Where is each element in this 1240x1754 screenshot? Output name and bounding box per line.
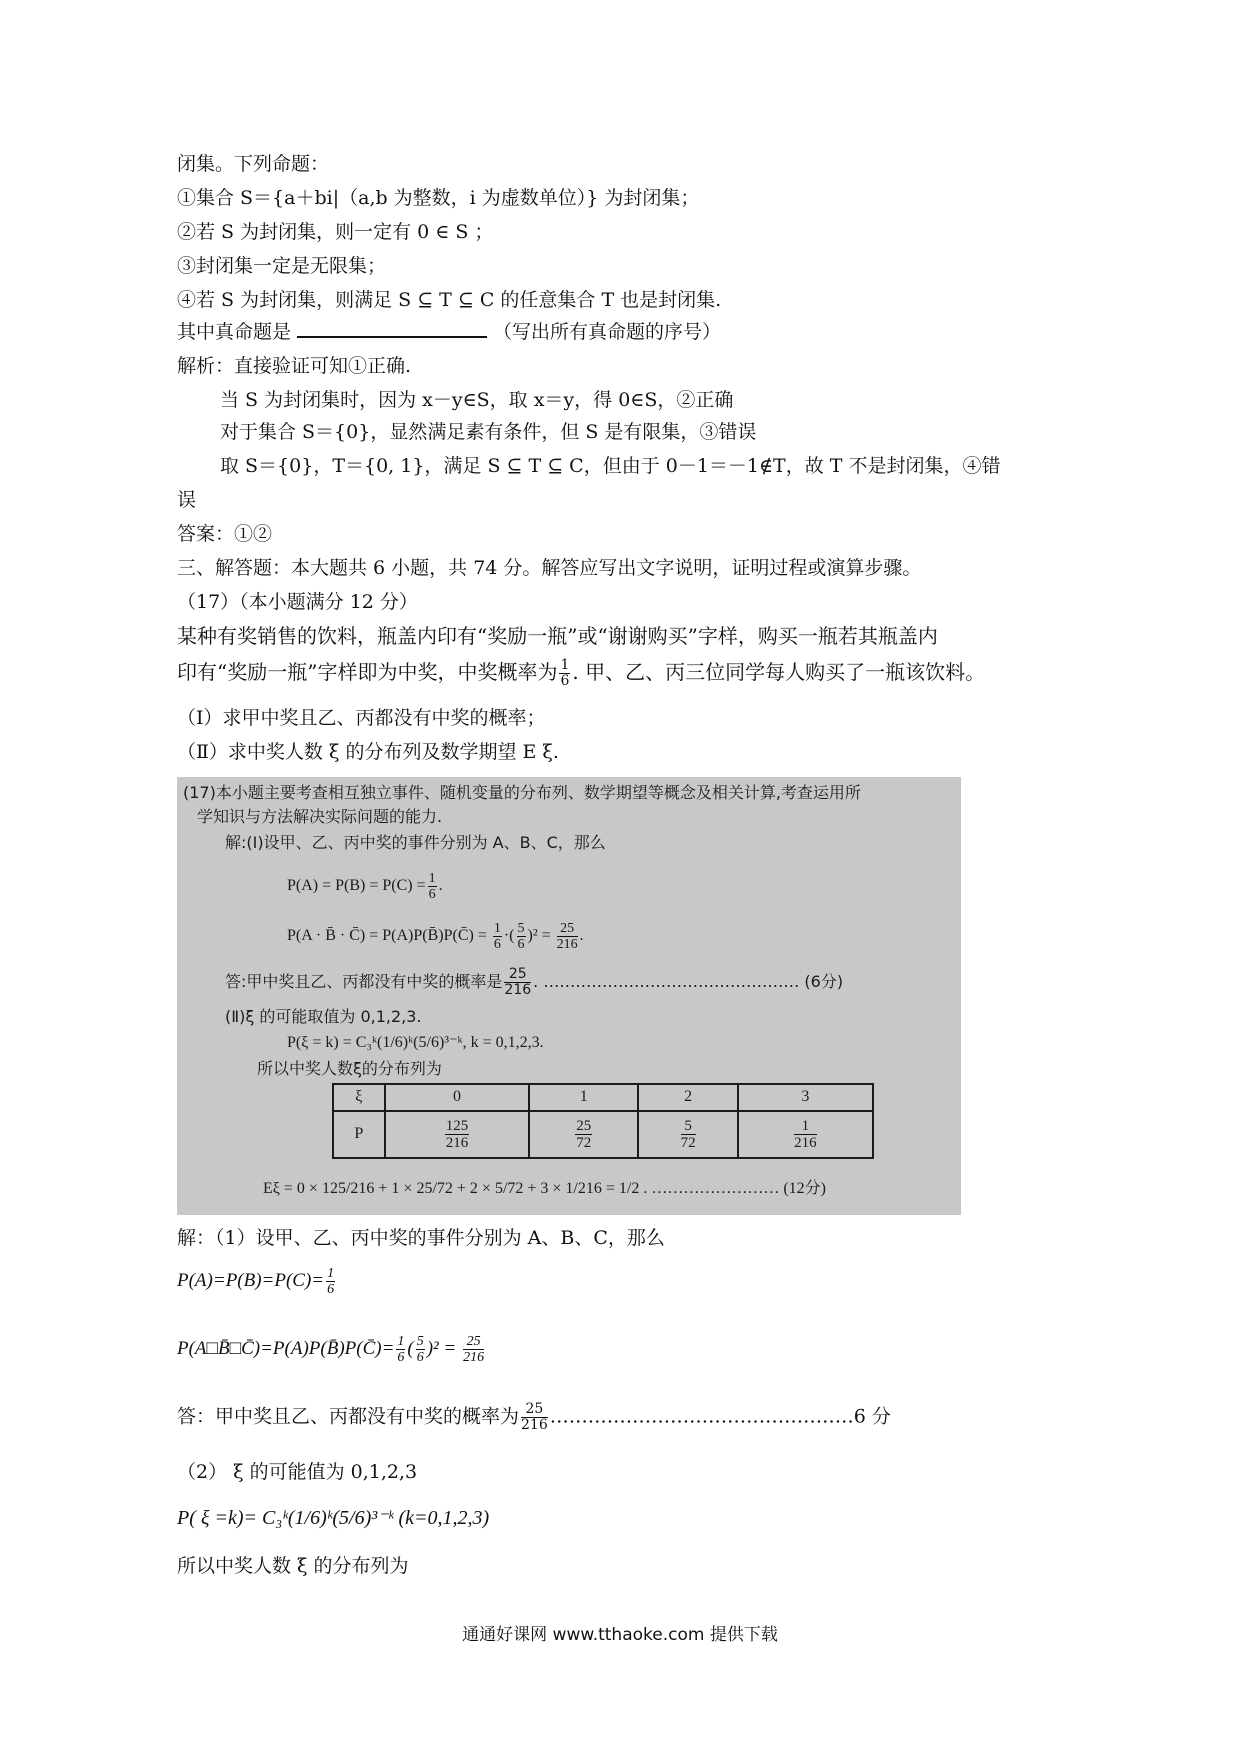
table-cell: $\frac{1}{216}$: [738, 1111, 873, 1158]
text-line: （Ⅱ）求中奖人数 ξ 的分布列及数学期望 E ξ.: [177, 741, 559, 763]
scan-formula: P(A · B̄ · C̄) = P(A)P(B̄)P(C̄) = $\frac{1}{6}$ ·( $\frac{5}{6}$ )² = $\frac{25}{216}$ .: [287, 921, 584, 952]
text-line: 闭集。下列命题：: [177, 153, 330, 175]
scan-text: (Ⅱ)ξ 的可能取值为 0,1,2,3.: [225, 1007, 422, 1026]
text-line: 三、解答题：本大题共 6 小题，共 74 分。解答应写出文字说明，证明过程或演算步骤。: [177, 557, 922, 579]
scan-text: 答:甲中奖且乙、丙都没有中奖的概率是 $\frac{25}{216}$ . ………………………………………… (6分): [225, 966, 844, 998]
scan-text: 解:(Ⅰ)设甲、乙、丙中奖的事件分别为 A、B、C，那么: [225, 833, 606, 852]
text-line: 对于集合 S＝{0}，显然满足素有条件，但 S 是有限集，③错误: [220, 421, 757, 443]
table-cell: 0: [385, 1084, 530, 1111]
table-cell: P: [333, 1111, 385, 1158]
text-line: 所以中奖人数 ξ 的分布列为: [177, 1555, 409, 1577]
text-line: [177, 658, 985, 689]
scan-formula: P(ξ = k) = C₃ᵏ(1/6)ᵏ(5/6)³⁻ᵏ, k = 0,1,2,3.: [287, 1034, 544, 1051]
text-line: ①集合 S＝{a＋bi|（a,b 为整数，i 为虚数单位）} 为封闭集；: [177, 187, 700, 209]
table-cell: $\frac{5}{72}$: [638, 1111, 738, 1158]
table-cell: 3: [738, 1084, 873, 1111]
scan-formula: Eξ = 0 × 125/216 + 1 × 25/72 + 2 × 5/72 + 3 × 1/216 = 1/2 . …………………… (12分): [263, 1180, 827, 1197]
scan-formula: P(A) = P(B) = P(C) = $\frac{1}{6}$ .: [287, 871, 443, 902]
formula-line: P(A)=P(B)=P(C)= $\frac{1}{6}$: [177, 1266, 335, 1297]
answer-blank: [297, 318, 487, 338]
text: 甲、乙、丙三位同学每人购买了一瓶该饮料。: [585, 660, 986, 684]
text-line: ②若 S 为封闭集，则一定有 0 ∈ S ；: [177, 221, 494, 243]
text-line: 解析：直接验证可知①正确.: [177, 355, 412, 377]
table-cell: $\frac{25}{72}$: [529, 1111, 638, 1158]
scan-text: 学知识与方法解决实际问题的能力.: [197, 807, 443, 826]
scan-text: 所以中奖人数ξ的分布列为: [257, 1059, 442, 1078]
text-line: 解：（1）设甲、乙、丙中奖的事件分别为 A、B、C，那么: [177, 1227, 665, 1249]
scanned-solution-image: [177, 777, 961, 1215]
table-cell: 1: [529, 1084, 638, 1111]
text-line: （17）（本小题满分 12 分）: [177, 591, 418, 613]
table-cell: $\frac{125}{216}$: [385, 1111, 530, 1158]
fraction: $\frac{1}{6}$: [560, 657, 570, 689]
text-line: 误: [177, 489, 197, 511]
text-line: 答：甲中奖且乙、丙都没有中奖的概率为 $\frac{25}{216}$ …………………………………………6 分: [177, 1401, 891, 1433]
text-line: ④若 S 为封闭集，则满足 S ⊆ T ⊆ C 的任意集合 T 也是封闭集.: [177, 289, 722, 311]
text: 其中真命题是: [177, 321, 292, 343]
table-cell: 2: [638, 1084, 738, 1111]
text: .: [572, 660, 586, 684]
text-line: 当 S 为封闭集时，因为 x－y∈S，取 x＝y，得 0∈S，②正确: [220, 389, 734, 411]
text-line: 取 S＝{0}，T＝{0, 1}，满足 S ⊆ T ⊆ C，但由于 0－1＝－1∉T，故 T 不是封闭集，④错: [220, 455, 1001, 477]
text-line: 答案：①②: [177, 523, 273, 545]
table-cell: ξ: [333, 1084, 385, 1111]
table-row: [333, 1084, 873, 1111]
table-row: [333, 1111, 873, 1158]
text-line: （2） ξ 的可能值为 0,1,2,3: [177, 1461, 418, 1483]
page-footer: 通通好课网 www.tthaoke.com 提供下载: [462, 1625, 778, 1645]
formula-line: P(A□B̄□C̄)=P(A)P(B̄)P(C̄)= $\frac{1}{6}$ ( $\frac{5}{6}$ )² = $\frac{25}{216}$: [177, 1334, 485, 1365]
text-line: （Ⅰ）求甲中奖且乙、丙都没有中奖的概率；: [177, 707, 546, 729]
question-blank-line: [177, 318, 721, 346]
distribution-table: [332, 1083, 874, 1159]
text-line: 某种有奖销售的饮料，瓶盖内印有“奖励一瓶”或“谢谢购买”字样，购买一瓶若其瓶盖内: [177, 624, 938, 648]
text: （写出所有真命题的序号）: [493, 321, 722, 343]
text-line: ③封闭集一定是无限集；: [177, 255, 387, 277]
text: 印有“奖励一瓶”字样即为中奖，中奖概率为: [177, 660, 558, 684]
formula-line: P( ξ =k)= C₃ᵏ(1/6)ᵏ(5/6)³⁻ᵏ (k=0,1,2,3): [177, 1507, 490, 1529]
scan-text: (17)本小题主要考查相互独立事件、随机变量的分布列、数学期望等概念及相关计算,考查运用所: [183, 783, 861, 802]
